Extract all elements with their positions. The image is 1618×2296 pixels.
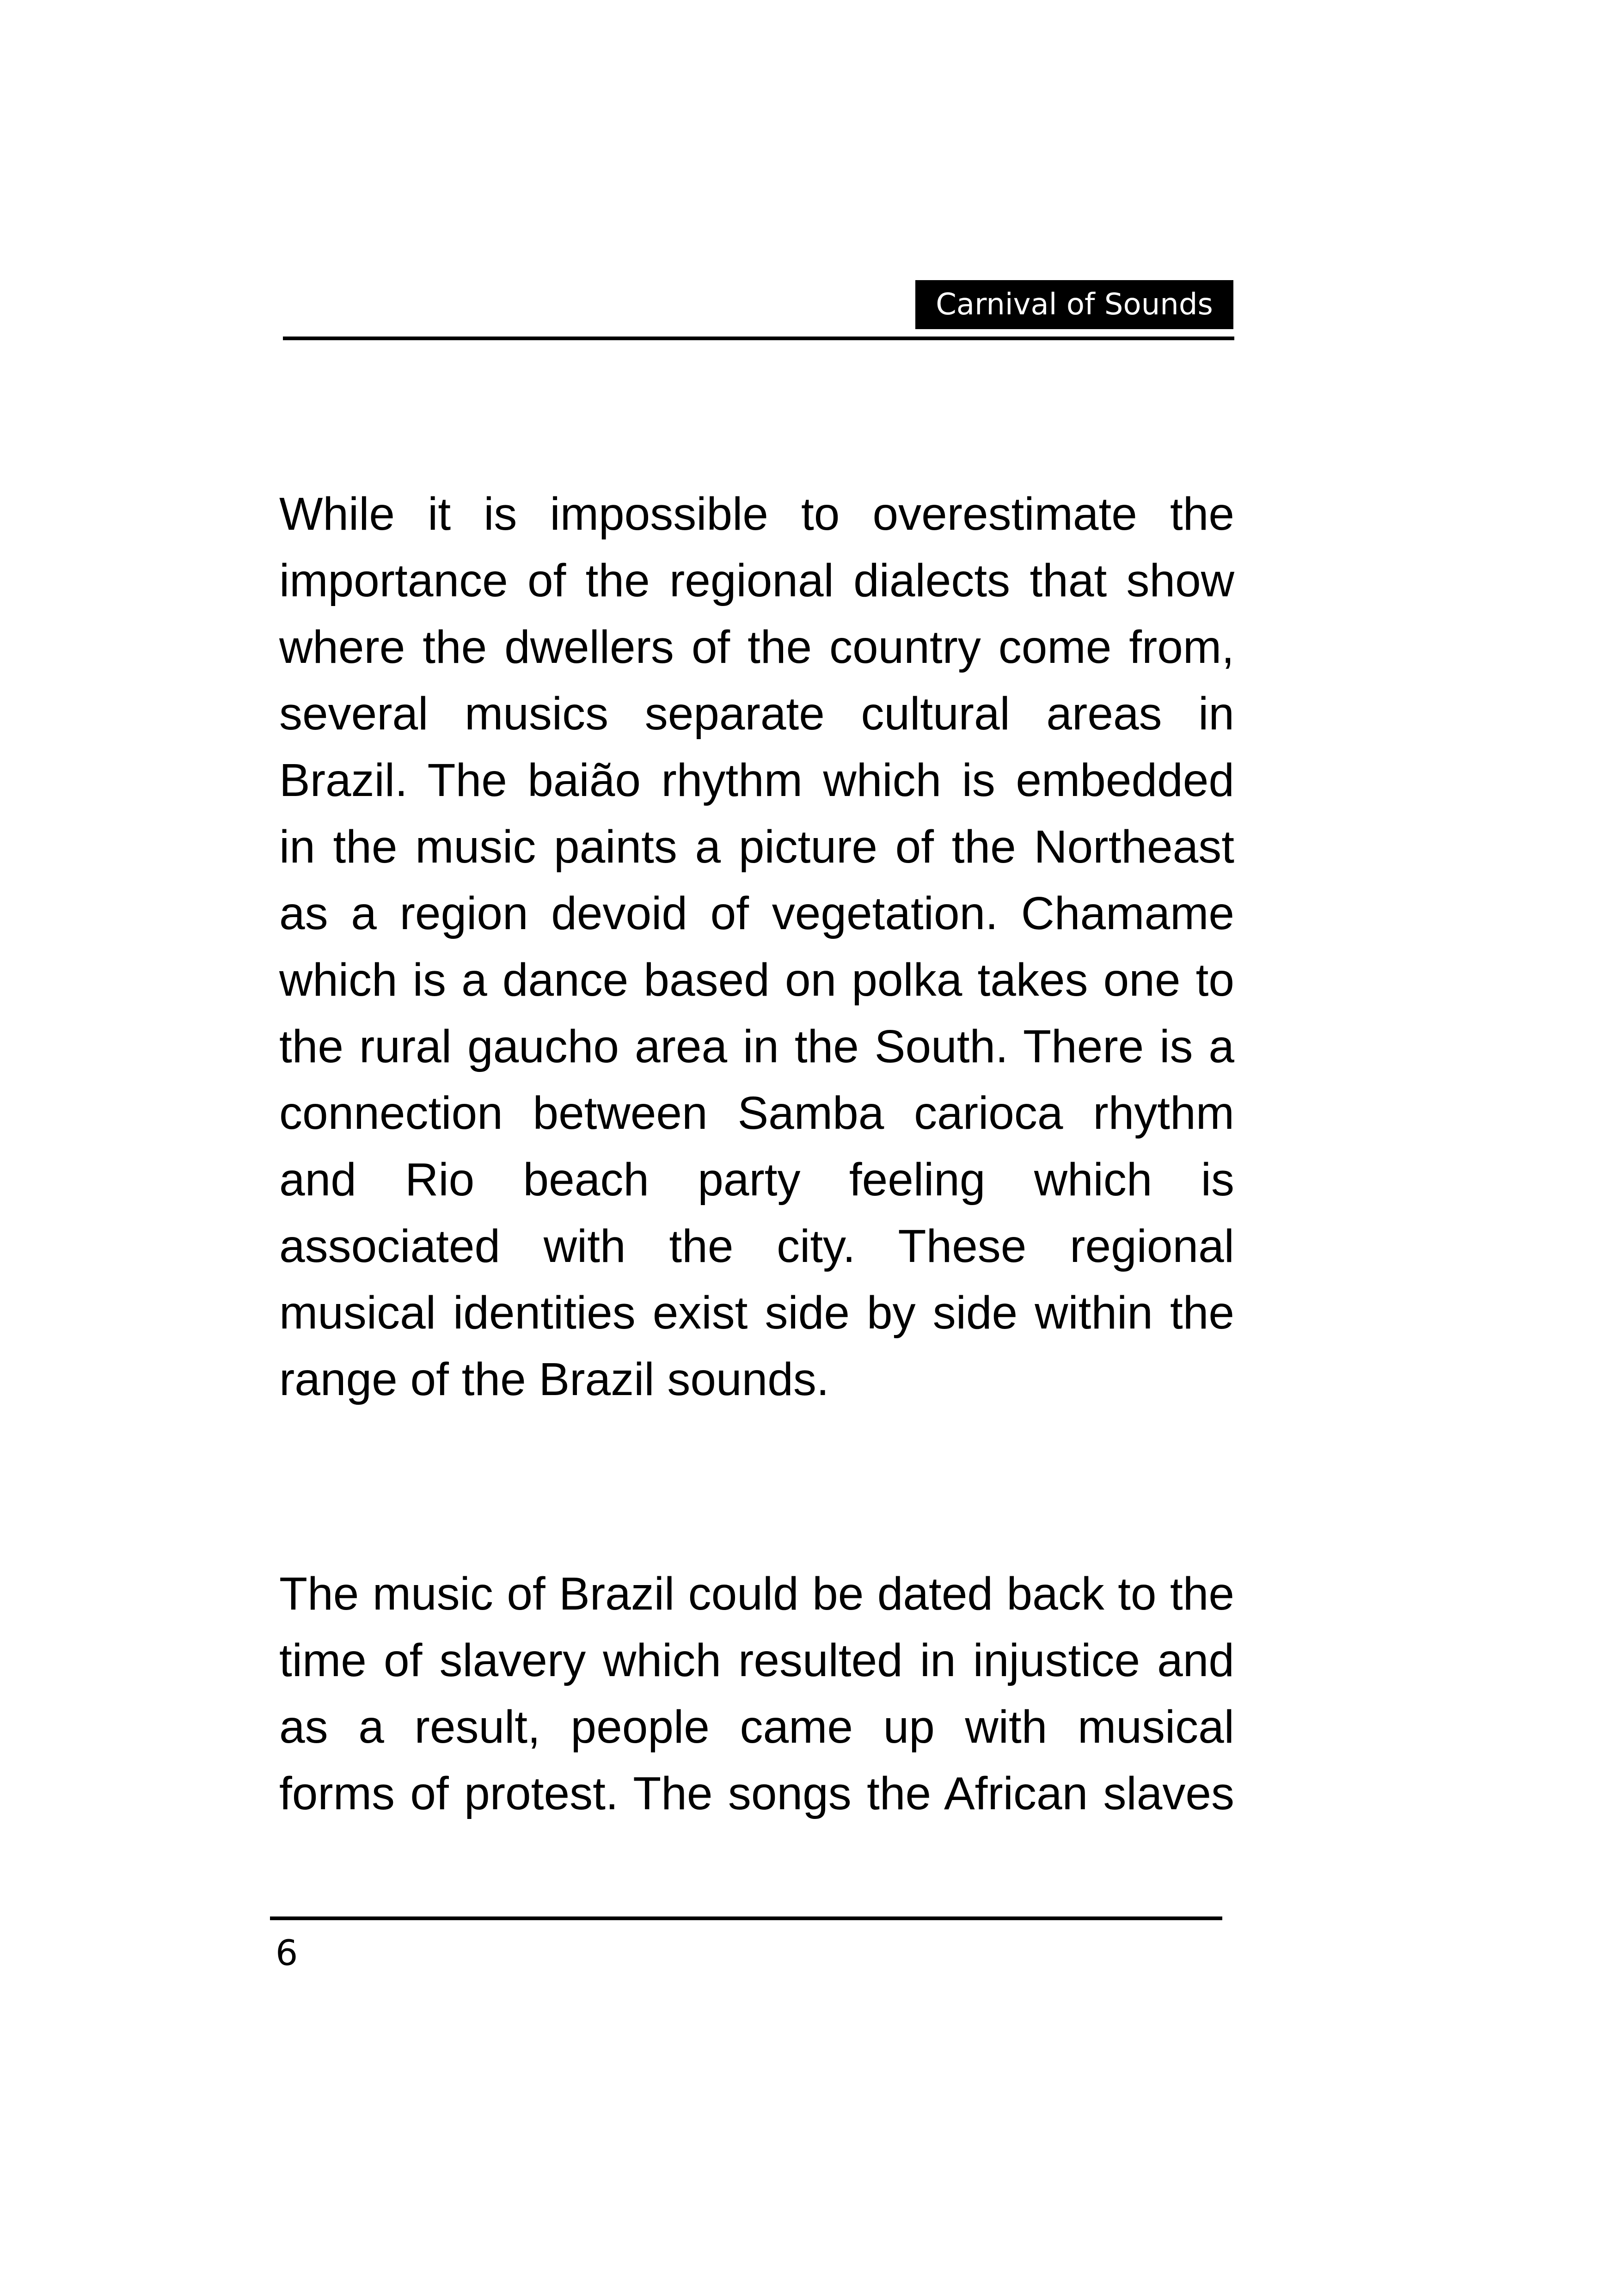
paragraph-line: and Rio beach party feeling which is — [279, 1154, 1234, 1206]
paragraph-line: the rural gaucho area in the South. There is a — [279, 1021, 1234, 1072]
paragraph-line: range of the Brazil sounds. — [279, 1353, 829, 1405]
paragraph-line: several musics separate cultural areas in — [279, 688, 1234, 740]
paragraph-line: Brazil. The baião rhythm which is embedded — [279, 754, 1234, 806]
page-number: 6 — [276, 1932, 298, 1973]
paragraph-line: connection between Samba carioca rhythm — [279, 1087, 1234, 1139]
paragraph-line: While it is impossible to overestimate the — [279, 488, 1234, 540]
paragraph-line: as a result, people came up with musical — [279, 1701, 1234, 1753]
paragraph-line: where the dwellers of the country come from, — [279, 621, 1234, 673]
header-rule — [283, 337, 1234, 340]
running-header-title: Carnival of Sounds — [915, 280, 1233, 329]
body-paragraph-2 — [279, 1561, 1234, 1827]
paragraph-line: forms of protest. The songs the African slaves — [279, 1768, 1234, 1819]
paragraph-line: The music of Brazil could be dated back to the — [279, 1568, 1234, 1620]
paragraph-line: as a region devoid of vegetation. Chamame — [279, 888, 1234, 939]
paragraph-line: importance of the regional dialects that show — [279, 555, 1234, 606]
paragraph-line: associated with the city. These regional — [279, 1220, 1234, 1272]
paragraph-line: which is a dance based on polka takes one to — [279, 954, 1234, 1006]
paragraph-line: time of slavery which resulted in injustice and — [279, 1635, 1234, 1686]
footer-rule — [270, 1916, 1222, 1920]
paragraph-line: musical identities exist side by side within the — [279, 1287, 1234, 1339]
paragraph-line: in the music paints a picture of the Northeast — [279, 821, 1234, 873]
body-paragraph-1 — [279, 481, 1234, 1413]
